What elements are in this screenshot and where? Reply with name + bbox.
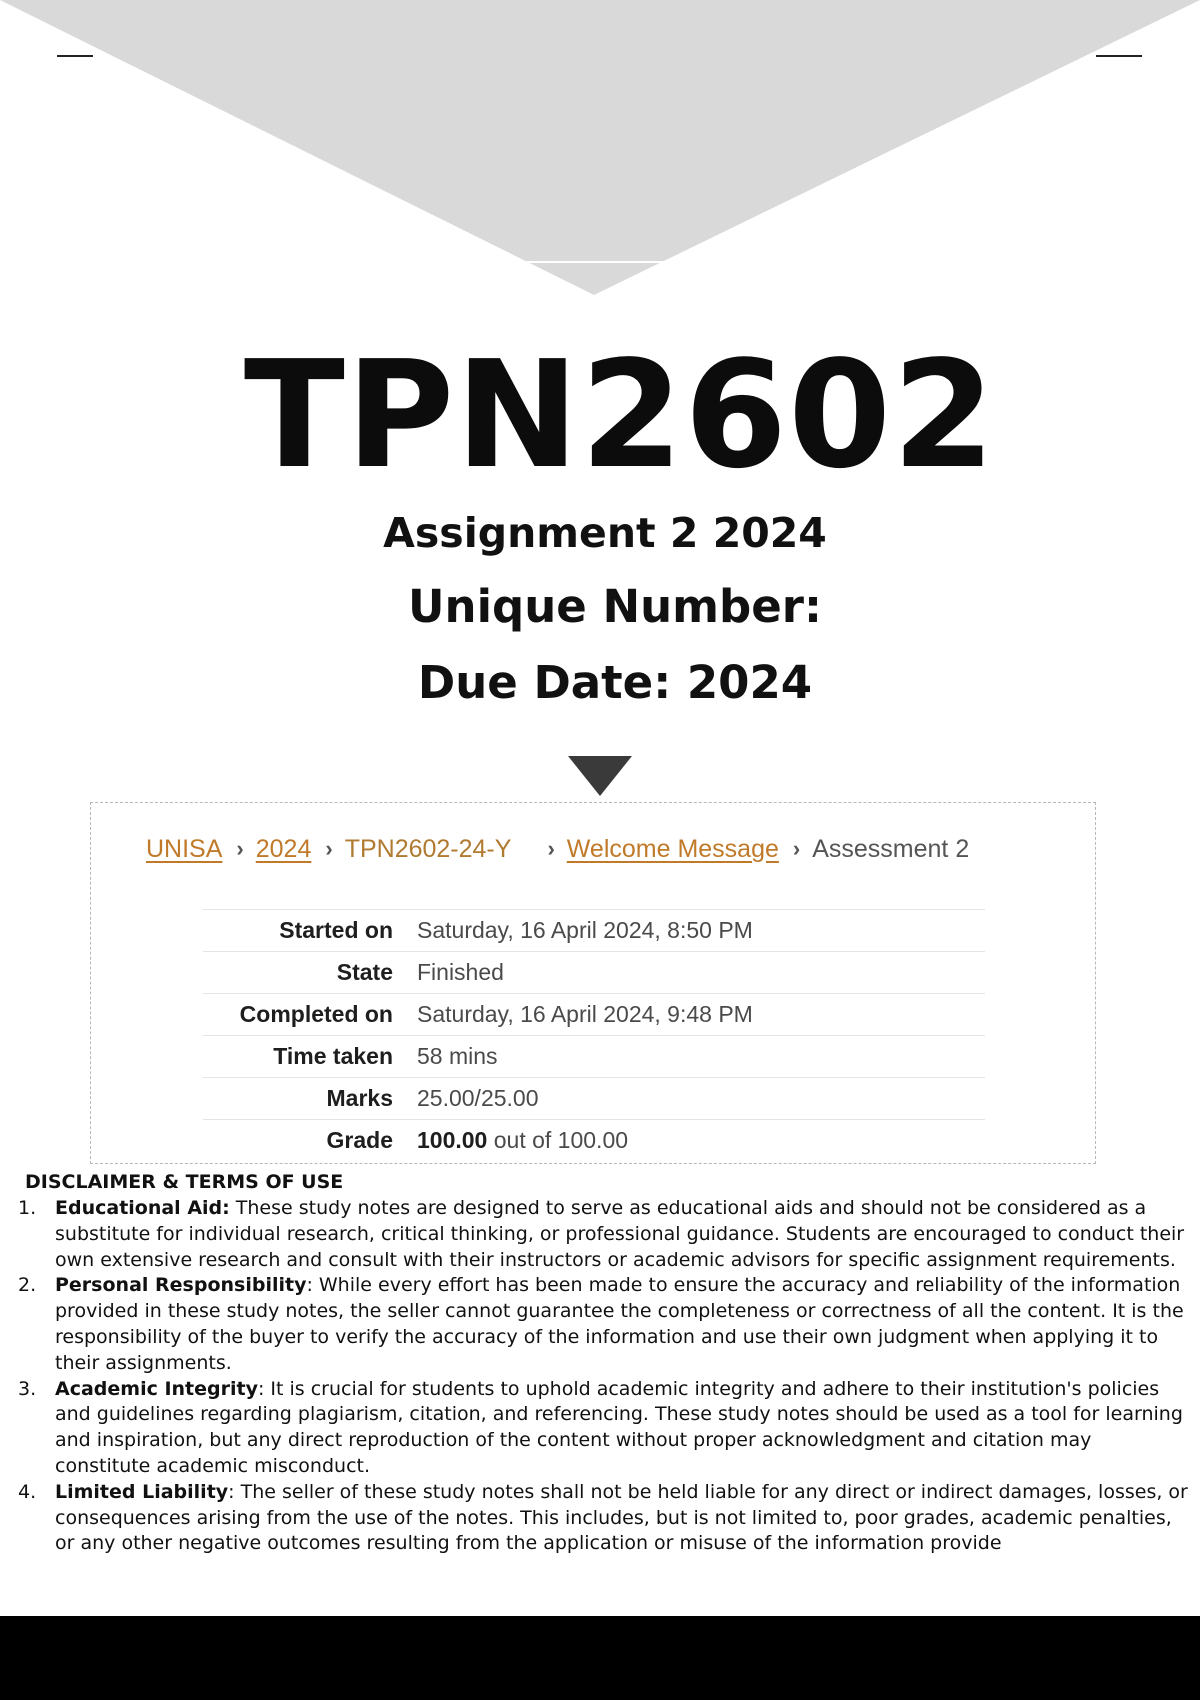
breadcrumb-year-link[interactable]: 2024	[255, 835, 312, 863]
breadcrumb	[146, 833, 969, 865]
completed-on-value: Saturday, 16 April 2024, 9:48 PM	[417, 1001, 753, 1027]
term-title: Personal Responsibility	[55, 1274, 307, 1297]
attempt-summary-table	[203, 909, 985, 1162]
table-row	[203, 952, 985, 994]
term-title: Academic Integrity	[55, 1377, 258, 1400]
list-item	[0, 1377, 1200, 1480]
term-number: 3.	[18, 1377, 37, 1400]
footer-bar	[0, 1616, 1200, 1700]
term-title: Limited Liability	[55, 1480, 229, 1503]
marks-value: 25.00/25.00	[417, 1085, 539, 1111]
started-on-value: Saturday, 16 April 2024, 8:50 PM	[417, 917, 753, 943]
term-number: 2.	[18, 1274, 37, 1297]
table-row	[203, 1078, 985, 1120]
table-row	[203, 1120, 985, 1162]
chevron-right-icon: ›	[325, 836, 333, 861]
breadcrumb-unisa-link[interactable]: UNISA	[146, 835, 223, 863]
state-label: State	[336, 959, 393, 985]
breadcrumb-course-item[interactable]: TPN2602-24-Y	[344, 835, 512, 863]
term-number: 4.	[18, 1480, 37, 1503]
list-item	[0, 1273, 1200, 1376]
term-text: : It is crucial for students to uphold academic integrity and adhere to their institution's policies and guidelines regarding plagiarism, citation, and referencing. These study notes should be used as a tool for learning and inspiration, but any direct reproduction of the content without proper acknowledgment and citation may constitute academic misconduct.	[55, 1377, 1183, 1477]
unique-number-label: Unique Number:	[408, 580, 822, 633]
grade-cell	[405, 1120, 985, 1162]
assignment-title: Assignment 2 2024	[383, 509, 827, 557]
chevron-right-icon: ›	[792, 836, 801, 861]
list-item	[0, 1480, 1200, 1557]
time-taken-label: Time taken	[273, 1043, 393, 1069]
breadcrumb-current-page: Assessment 2	[812, 835, 970, 863]
term-number: 1.	[18, 1197, 37, 1219]
course-code-title: TPN2602	[243, 329, 997, 501]
disclaimer-section	[0, 1170, 1200, 1557]
completed-on-label: Completed on	[239, 1001, 393, 1027]
quiz-result-screenshot	[90, 802, 1096, 1164]
grade-value: 100.00	[417, 1127, 488, 1154]
disclaimer-heading: DISCLAIMER & TERMS OF USE	[25, 1171, 344, 1193]
terms-list	[0, 1196, 1200, 1557]
due-date-label: Due Date: 2024	[417, 656, 813, 709]
state-value: Finished	[417, 959, 504, 985]
term-text: These study notes are designed to serve as educational aids and should not be considered as a substitute for individual research, critical thinking, or professional guidance. Students are encouraged to conduct their own extensive research and consult with their instructors or academic advisors for specific assignment requirements.	[55, 1197, 1185, 1271]
grade-suffix: out of 100.00	[493, 1127, 629, 1154]
started-on-label: Started on	[279, 917, 393, 943]
marks-label: Marks	[326, 1085, 393, 1111]
time-taken-value: 58 mins	[417, 1043, 498, 1069]
chevron-right-icon: ›	[236, 836, 244, 861]
term-text: : While every effort has been made to ensure the accuracy and reliability of the information provided in these study notes, the seller cannot guarantee the completeness or correctness of all the content. It is the responsibility of the buyer to verify the accuracy of the information and use their own judgment when applying it to their assignments.	[55, 1274, 1184, 1374]
chevron-right-icon: ›	[547, 836, 555, 861]
down-arrow-icon	[568, 756, 632, 796]
header-chevron-decoration	[0, 0, 1200, 300]
term-text: : The seller of these study notes shall not be held liable for any direct or indirect damages, losses, or consequences arising from the use of the notes. This includes, but is not limited to, poor grades, academic penalties, or any other negative outcomes resulting from the application or misuse of the information provide	[55, 1480, 1188, 1555]
grade-label: Grade	[326, 1127, 393, 1154]
list-item	[0, 1196, 1200, 1273]
table-row	[203, 994, 985, 1036]
table-row	[203, 1036, 985, 1078]
table-row	[203, 910, 985, 952]
term-title: Educational Aid:	[55, 1197, 230, 1219]
breadcrumb-welcome-link[interactable]: Welcome Message	[566, 835, 779, 863]
